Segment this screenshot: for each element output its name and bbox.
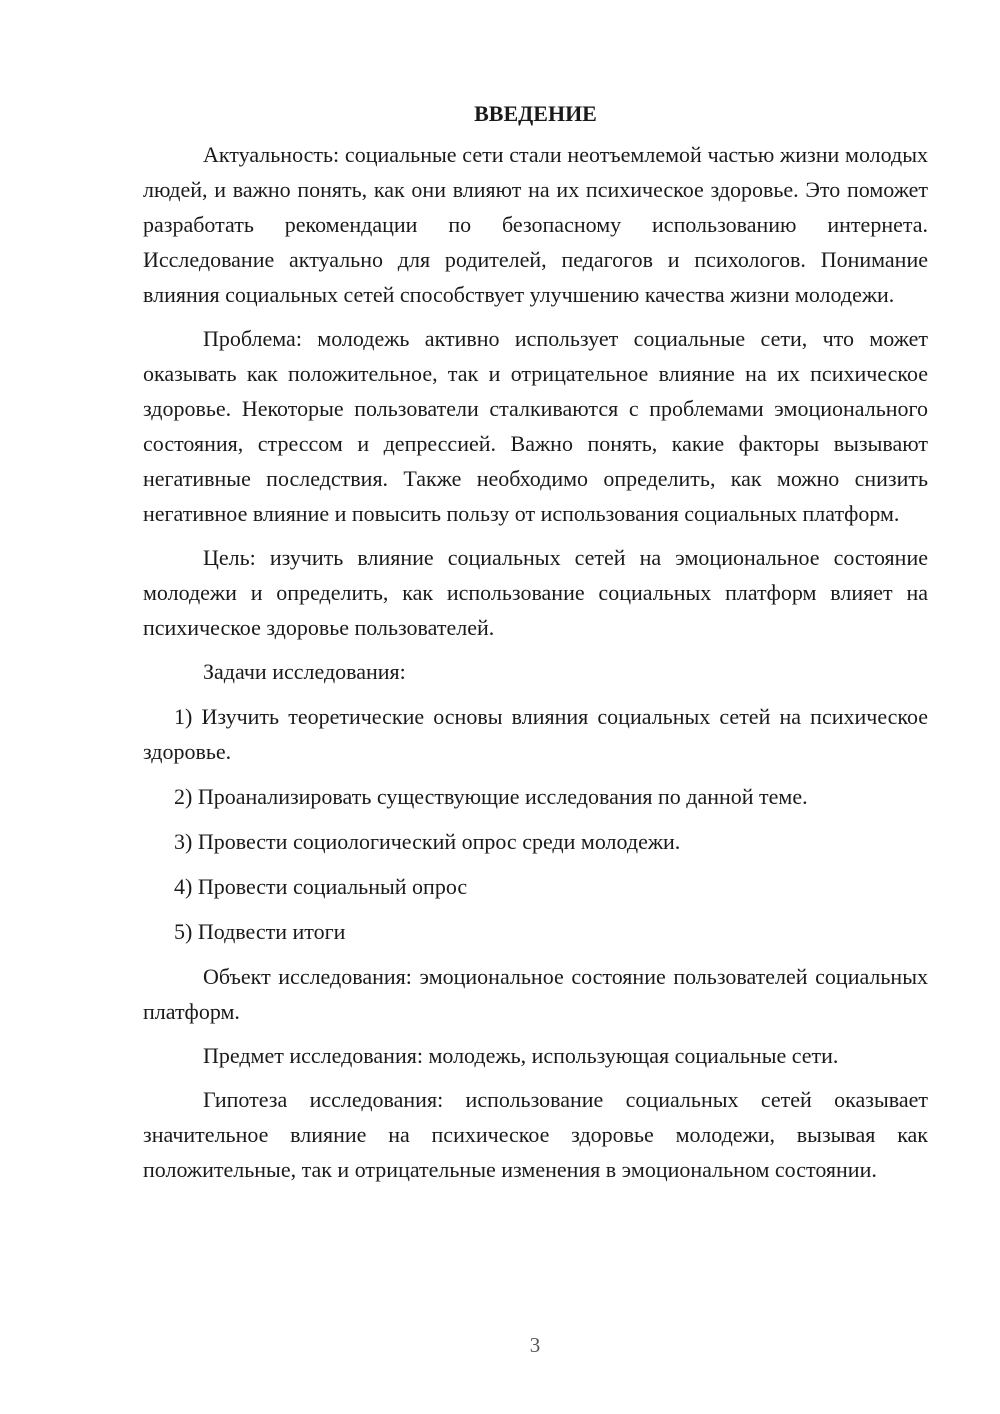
task-item-2: 2) Проанализировать существующие исследования по данной теме. <box>174 784 808 809</box>
page-content <box>143 96 928 1196</box>
tasks-list <box>143 699 928 949</box>
page-title: ВВЕДЕНИЕ <box>474 101 597 126</box>
page-number: 3 <box>529 1333 541 1357</box>
paragraph-subject: Предмет исследования: молодежь, использующая социальные сети. <box>203 1043 839 1068</box>
paragraph-goal: Цель: изучить влияние социальных сетей на эмоциональное состояние молодежи и определить, как использование социальных платформ влияет на психическое здоровье пользователей. <box>143 545 928 640</box>
paragraph-problem: Проблема: молодежь активно использует социальные сети, что может оказывать как положительное, так и отрицательное влияние на их психическое здоровье. Некоторые пользователи сталкиваются с проблемами эмоционального состояния, стрессом и депрессией. Важно понять, какие факторы вызывают негативные последствия. Также необходимо определить, как можно снизить негативное влияние и повысить пользу от использования социальных платформ. <box>143 326 928 526</box>
tasks-heading: Задачи исследования: <box>203 659 406 684</box>
task-item-3: 3) Провести социологический опрос среди молодежи. <box>174 829 681 854</box>
task-item-4: 4) Провести социальный опрос <box>174 874 468 899</box>
task-item-1: 1) Изучить теоретические основы влияния социальных сетей на психическое здоровье. <box>143 704 928 764</box>
task-item-5: 5) Подвести итоги <box>174 919 346 944</box>
paragraph-object: Объект исследования: эмоциональное состояние пользователей социальных платформ. <box>143 964 928 1024</box>
paragraph-hypothesis: Гипотеза исследования: использование социальных сетей оказывает значительное влияние на психическое здоровье молодежи, вызывая как положительные, так и отрицательные изменения в эмоциональном состоянии. <box>143 1087 928 1182</box>
paragraph-relevance: Актуальность: социальные сети стали неотъемлемой частью жизни молодых людей, и важно понять, как они влияют на их психическое здоровье. Это поможет разработать рекомендации по безопасному использованию интернета. Исследование актуально для родителей, педагогов и психологов. Понимание влияния социальных сетей способствует улучшению качества жизни молодежи. <box>143 142 928 307</box>
